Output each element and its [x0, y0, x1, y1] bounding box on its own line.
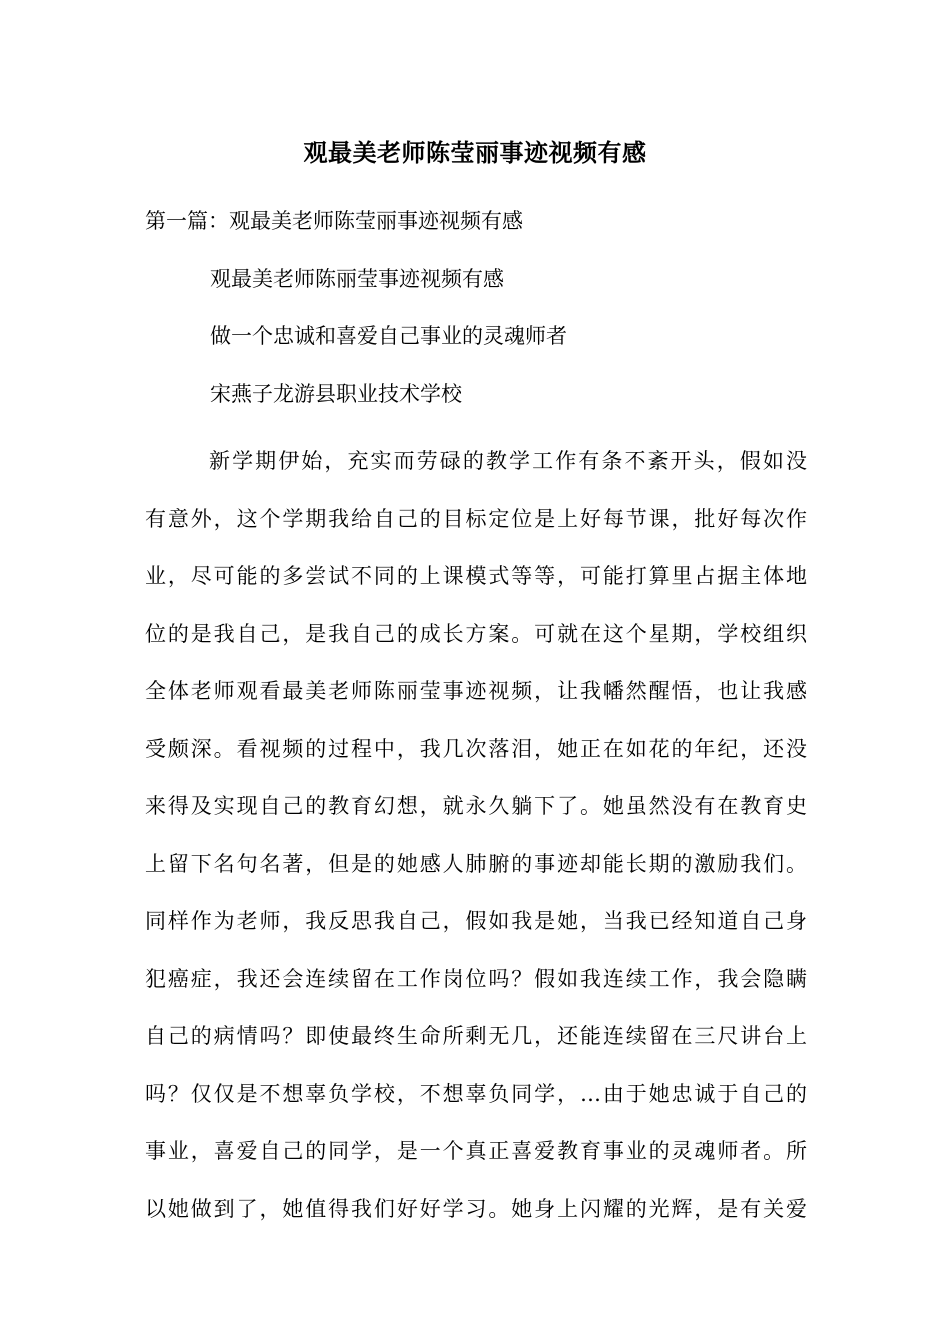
body-line: 吗？仅仅是不想辜负学校，不想辜负同学，…由于她忠诚于自己的 — [145, 1081, 807, 1106]
body-line: 上留下名句名著，但是的她感人肺腑的事迹却能长期的激励我们。 — [145, 851, 807, 876]
body-line: 新学期伊始，充实而劳碌的教学工作有条不紊开头，假如没 — [209, 449, 807, 473]
body-line: 犯癌症，我还会连续留在工作岗位吗？假如我连续工作，我会隐瞒 — [145, 966, 807, 991]
body-line: 以她做到了，她值得我们好好学习。她身上闪耀的光辉，是有关爱 — [145, 1196, 807, 1221]
body-line: 受颇深。看视频的过程中，我几次落泪，她正在如花的年纪，还没 — [145, 736, 807, 761]
body-line: 位的是我自己，是我自己的成长方案。可就在这个星期，学校组织 — [145, 621, 807, 646]
body-line: 有意外，这个学期我给自己的目标定位是上好每节课，批好每次作 — [145, 506, 807, 531]
body-line: 事业，喜爱自己的同学，是一个真正喜爱教育事业的灵魂师者。所 — [145, 1139, 807, 1163]
body-line: 来得及实现自己的教育幻想，就永久躺下了。她虽然没有在教育史 — [145, 794, 807, 818]
body-paragraph — [145, 433, 807, 1238]
author-line: 宋燕子龙游县职业技术学校 — [210, 382, 462, 406]
body-line: 业，尽可能的多尝试不同的上课模式等等，可能打算里占据主体地 — [145, 564, 807, 588]
body-line: 自己的病情吗？即使最终生命所剩无几，还能连续留在三尺讲台上 — [145, 1024, 807, 1048]
section-heading: 第一篇：观最美老师陈莹丽事迹视频有感 — [145, 209, 523, 233]
subtitle-line-1: 观最美老师陈丽莹事迹视频有感 — [210, 267, 504, 291]
body-line: 全体老师观看最美老师陈丽莹事迹视频，让我幡然醒悟，也让我感 — [145, 679, 807, 703]
document-title: 观最美老师陈莹丽事迹视频有感 — [303, 138, 647, 167]
subtitle-line-2: 做一个忠诚和喜爱自己事业的灵魂师者 — [210, 324, 567, 348]
body-line: 同样作为老师，我反思我自己，假如我是她，当我已经知道自己身 — [145, 909, 807, 933]
